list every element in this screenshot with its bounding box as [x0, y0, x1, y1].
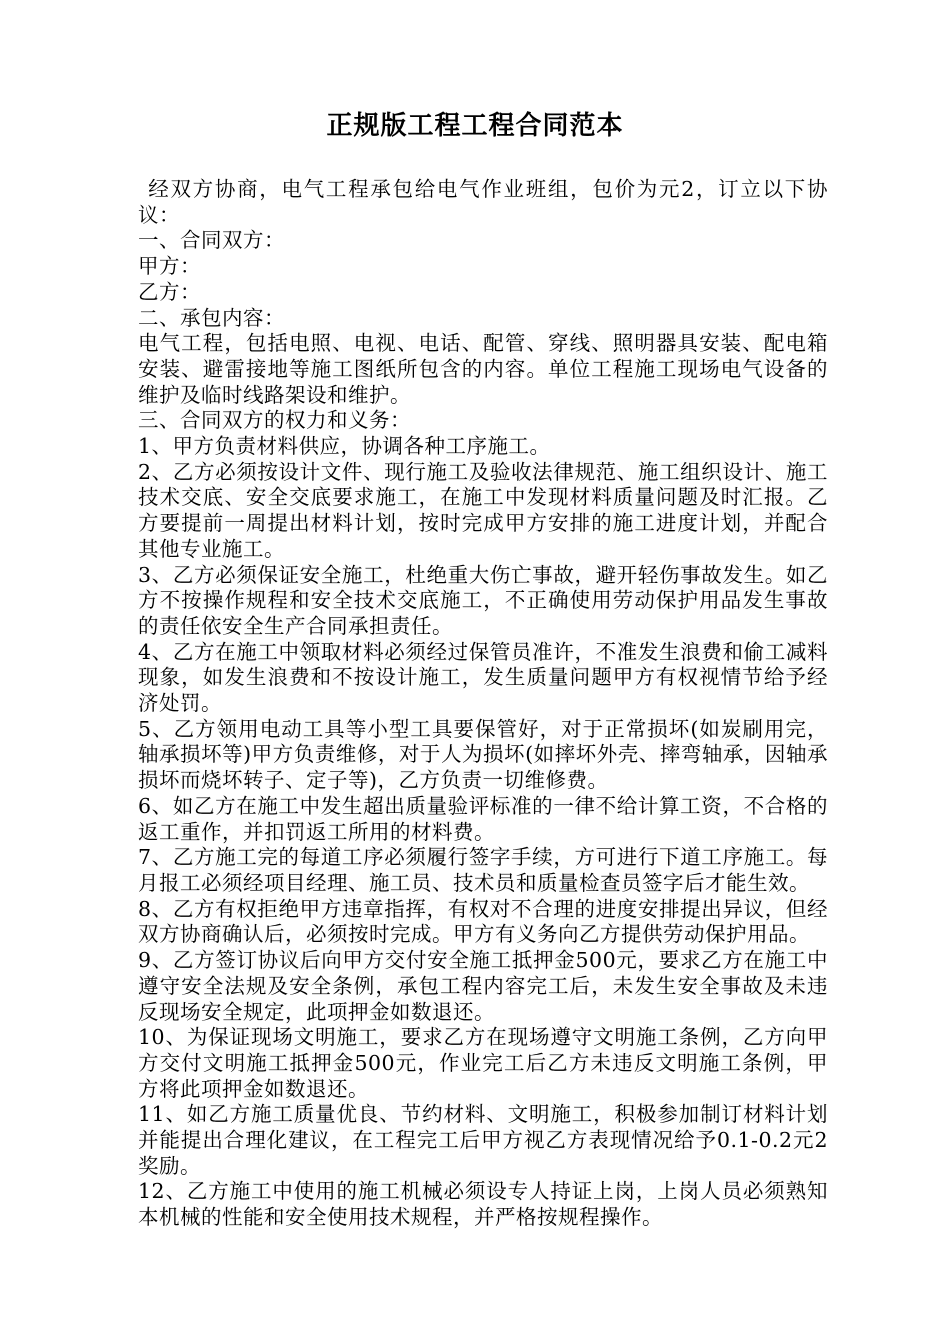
party-b-line: 乙方： — [138, 279, 201, 304]
party-a-line: 甲方： — [138, 254, 201, 279]
clause-10: 10、为保证现场文明施工，要求乙方在现场遵守文明施工条例，乙方向甲方交付文明施工抵押金500元，作业完工后乙方未违反文明施工条例，甲方将此项押金如数退还。 — [138, 1025, 828, 1101]
clause-6: 6、如乙方在施工中发生超出质量验评标准的一律不给计算工资，不合格的返工重作，并扣罚返工所用的材料费。 — [138, 793, 828, 844]
document-body — [138, 177, 828, 1231]
clause-8: 8、乙方有权拒绝甲方违章指挥，有权对不合理的进度安排提出异议，但经双方协商确认后，必须按时完成。甲方有义务向乙方提供劳动保护用品。 — [138, 896, 828, 947]
intro-paragraph: 经双方协商，电气工程承包给电气作业班组，包价为元2，订立以下协议： — [138, 177, 828, 227]
clause-12: 12、乙方施工中使用的施工机械必须设专人持证上岗，上岗人员必须熟知本机械的性能和安全使用技术规程，并严格按规程操作。 — [138, 1179, 828, 1230]
clause-11: 11、如乙方施工质量优良、节约材料、文明施工，积极参加制订材料计划并能提出合理化建议，在工程完工后甲方视乙方表现情况给予0.1-0.2元2奖励。 — [138, 1102, 828, 1178]
section-heading-rights: 三、合同双方的权力和义务： — [138, 408, 411, 433]
document-title: 正规版工程工程合同范本 — [326, 111, 624, 141]
clause-2: 2、乙方必须按设计文件、现行施工及验收法律规范、施工组织设计、施工技术交底、安全交底要求施工，在施工中发现材料质量问题及时汇报。乙方要提前一周提出材料计划，按时完成甲方安排的施工进度计划，并配合其他专业施工。 — [138, 459, 828, 561]
clause-5: 5、乙方领用电动工具等小型工具要保管好，对于正常损坏(如炭刷用完，轴承损坏等)甲方负责维修，对于人为损坏(如摔坏外壳、摔弯轴承，因轴承损坏而烧坏转子、定子等)，乙方负责一切维修费。 — [138, 716, 828, 793]
section-heading-parties: 一、合同双方： — [138, 228, 285, 253]
clause-3: 3、乙方必须保证安全施工，杜绝重大伤亡事故，避开轻伤事故发生。如乙方不按操作规程和安全技术交底施工，不正确使用劳动保护用品发生事故的责任依安全生产合同承担责任。 — [138, 562, 828, 638]
section-heading-scope: 二、承包内容： — [138, 305, 285, 330]
clause-4: 4、乙方在施工中领取材料必须经过保管员准许，不准发生浪费和偷工减料现象，如发生浪费和不按设计施工，发生质量问题甲方有权视情节给予经济处罚。 — [138, 639, 828, 716]
clause-7: 7、乙方施工完的每道工序必须履行签字手续，方可进行下道工序施工。每月报工必须经项目经理、施工员、技术员和质量检查员签字后才能生效。 — [138, 845, 828, 895]
clause-9: 9、乙方签订协议后向甲方交付安全施工抵押金500元，要求乙方在施工中遵守安全法规及安全条例，承包工程内容完工后，未发生安全事故及未违反现场安全规定，此项押金如数退还。 — [138, 948, 828, 1024]
scope-paragraph: 电气工程，包括电照、电视、电话、配管、穿线、照明器具安装、配电箱安装、避雷接地等施工图纸所包含的内容。单位工程施工现场电气设备的维护及临时线路架设和维护。 — [138, 331, 828, 407]
clause-1: 1、甲方负责材料供应，协调各种工序施工。 — [138, 434, 551, 459]
